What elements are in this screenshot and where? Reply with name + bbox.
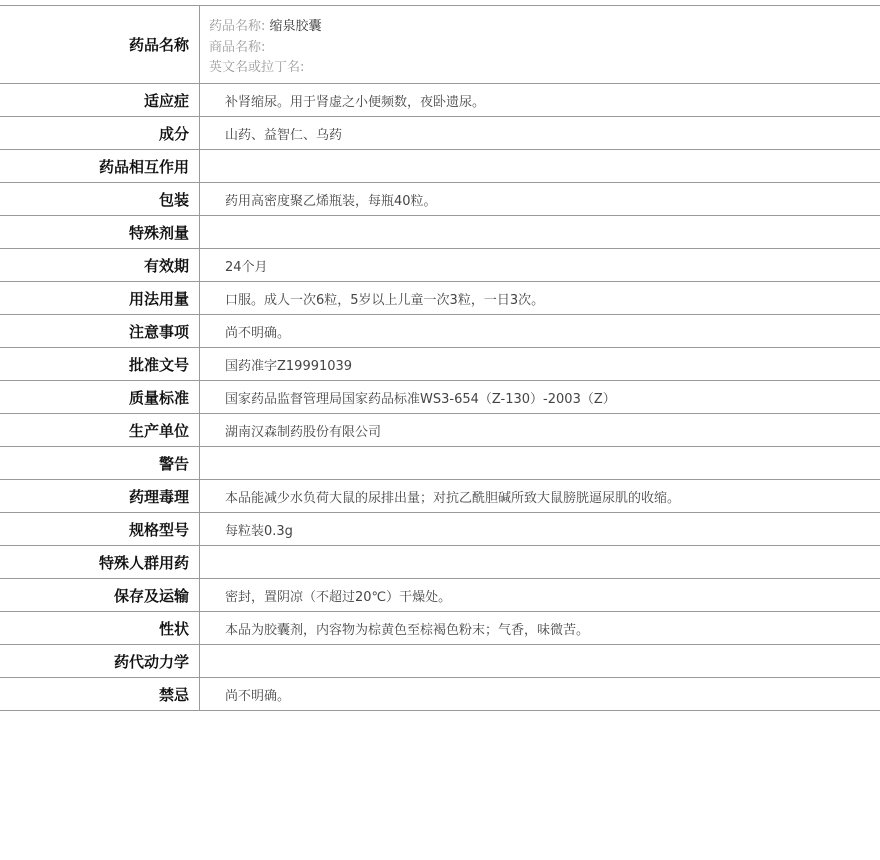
row-value [200, 150, 880, 182]
drug-name-details [200, 6, 880, 83]
generic-name-value: 缩泉胶囊 [269, 19, 322, 34]
row-label: 适应症 [0, 84, 200, 116]
row-value: 本品能减少水负荷大鼠的尿排出量；对抗乙酰胆碱所致大鼠膀胱逼尿肌的收缩。 [225, 490, 681, 506]
table-row-ingredients [0, 117, 880, 150]
row-label: 禁忌 [0, 678, 200, 710]
row-label: 批准文号 [0, 348, 200, 380]
row-value [200, 546, 880, 578]
row-value: 本品为胶囊剂，内容物为棕黄色至棕褐色粉末；气香，味微苦。 [225, 622, 590, 638]
row-label: 质量标准 [0, 381, 200, 413]
row-label: 特殊剂量 [0, 216, 200, 248]
row-label: 警告 [0, 447, 200, 479]
trade-name-key: 商品名称: [209, 39, 266, 55]
row-label: 有效期 [0, 249, 200, 281]
row-value [200, 645, 880, 677]
row-label: 特殊人群用药 [0, 546, 200, 578]
generic-name-key: 药品名称: [209, 19, 266, 34]
row-value: 24个月 [225, 259, 268, 275]
drug-name-row [0, 6, 880, 84]
row-label: 药理毒理 [0, 480, 200, 512]
table-row-warning [0, 447, 880, 480]
row-value: 国家药品监督管理局国家药品标准WS3-654（Z-130）-2003（Z） [225, 391, 616, 407]
table-row-packaging [0, 183, 880, 216]
table-row-usage-dosage [0, 282, 880, 315]
table-row-storage [0, 579, 880, 612]
row-label: 性状 [0, 612, 200, 644]
table-row-precautions [0, 315, 880, 348]
table-row-description [0, 612, 880, 645]
row-label: 生产单位 [0, 414, 200, 446]
latin-name-line [209, 58, 880, 79]
row-value: 湖南汉森制药股份有限公司 [225, 424, 382, 440]
table-row-pharmacokinetics [0, 645, 880, 678]
row-value: 尚不明确。 [225, 688, 291, 704]
row-value: 口服。成人一次6粒，5岁以上儿童一次3粒，一日3次。 [225, 292, 545, 308]
row-value: 国药准字Z19991039 [225, 358, 353, 374]
table-row-indications [0, 84, 880, 117]
row-value: 尚不明确。 [225, 325, 291, 341]
row-label: 注意事项 [0, 315, 200, 347]
latin-name-key: 英文名或拉丁名: [209, 60, 305, 75]
table-row-manufacturer [0, 414, 880, 447]
row-label: 规格型号 [0, 513, 200, 545]
row-label: 保存及运输 [0, 579, 200, 611]
table-row-special-populations [0, 546, 880, 579]
row-label: 药代动力学 [0, 645, 200, 677]
drug-name-label: 药品名称 [0, 6, 200, 83]
row-value [200, 216, 880, 248]
row-value: 密封，置阴凉（不超过20℃）干燥处。 [225, 589, 452, 605]
row-label: 用法用量 [0, 282, 200, 314]
row-value: 药用高密度聚乙烯瓶装，每瓶40粒。 [225, 193, 437, 209]
row-value [200, 447, 880, 479]
row-value: 补肾缩尿。用于肾虚之小便频数，夜卧遗尿。 [225, 94, 486, 110]
table-row-specification [0, 513, 880, 546]
table-row-special-dosage [0, 216, 880, 249]
row-value: 每粒装0.3g [225, 523, 293, 539]
table-row-pharmacology [0, 480, 880, 513]
row-label: 成分 [0, 117, 200, 149]
table-row-interactions [0, 150, 880, 183]
table-row-quality-standard [0, 381, 880, 414]
row-label: 药品相互作用 [0, 150, 200, 182]
table-row-shelf-life [0, 249, 880, 282]
trade-name-line [209, 38, 880, 59]
row-label: 包装 [0, 183, 200, 215]
generic-name-line [209, 17, 880, 38]
drug-info-table [0, 5, 880, 711]
table-row-approval-number [0, 348, 880, 381]
table-row-contraindications [0, 678, 880, 711]
row-value: 山药、益智仁、乌药 [225, 127, 343, 143]
